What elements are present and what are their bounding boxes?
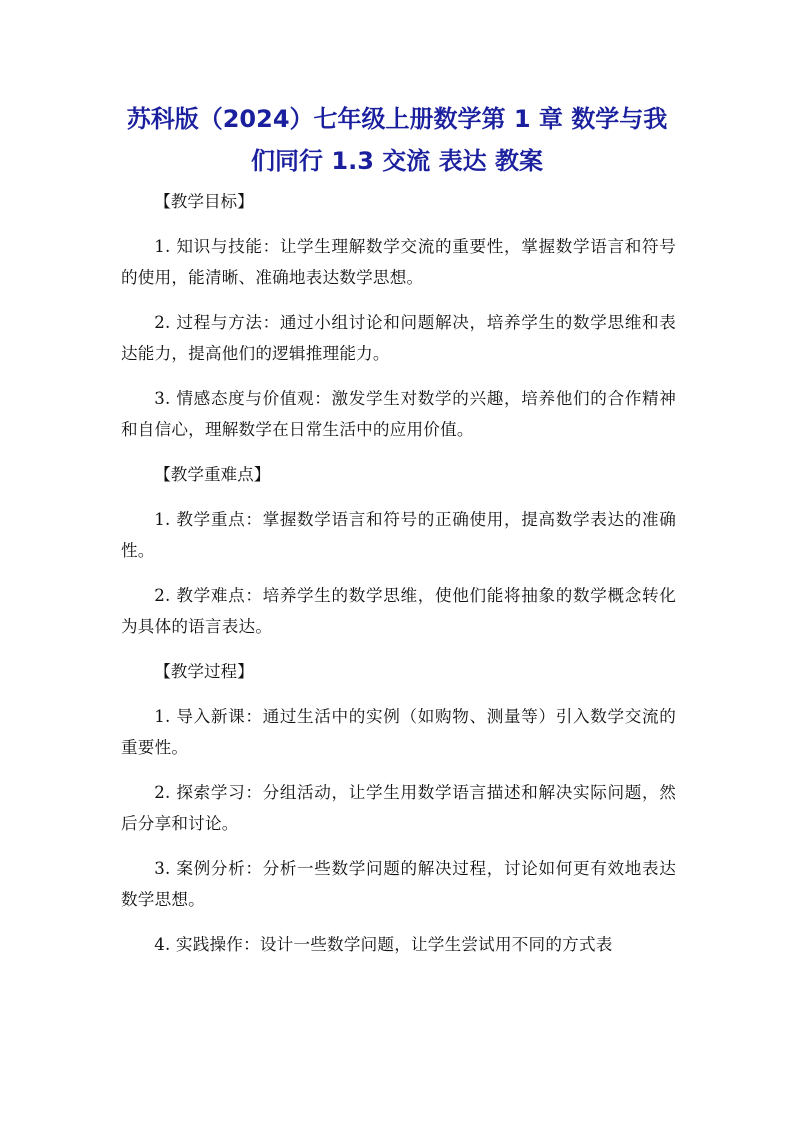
document-body xyxy=(121,186,676,974)
section-heading-key-points: 【教学重难点】 xyxy=(154,465,271,484)
objective-item: 2. 过程与方法：通过小组讨论和问题解决，培养学生的数学思维和表达能力，提高他们的逻辑推理能力。 xyxy=(121,313,676,363)
section-heading-objectives: 【教学目标】 xyxy=(154,192,254,211)
process-item: 3. 案例分析：分析一些数学问题的解决过程，讨论如何更有效地表达数学思想。 xyxy=(121,859,676,909)
title-line-2: 们同行 1.3 交流 表达 教案 xyxy=(251,147,543,175)
key-point-item: 2. 教学难点：培养学生的数学思维，使他们能将抽象的数学概念转化为具体的语言表达。 xyxy=(121,586,676,636)
objective-item: 3. 情感态度与价值观：激发学生对数学的兴趣，培养他们的合作精神和自信心，理解数学在日常生活中的应用价值。 xyxy=(121,389,676,439)
process-item: 2. 探索学习：分组活动，让学生用数学语言描述和解决实际问题，然后分享和讨论。 xyxy=(121,783,676,833)
title-line-1: 苏科版（2024）七年级上册数学第 1 章 数学与我 xyxy=(126,105,668,133)
section-heading-process: 【教学过程】 xyxy=(154,662,254,681)
key-point-item: 1. 教学重点：掌握数学语言和符号的正确使用，提高数学表达的准确性。 xyxy=(121,510,676,560)
document-title xyxy=(100,98,694,182)
process-item: 4. 实践操作：设计一些数学问题，让学生尝试用不同的方式表 xyxy=(154,935,613,954)
objective-item: 1. 知识与技能：让学生理解数学交流的重要性，掌握数学语言和符号的使用，能清晰、准确地表达数学思想。 xyxy=(121,237,676,287)
process-item: 1. 导入新课：通过生活中的实例（如购物、测量等）引入数学交流的重要性。 xyxy=(121,707,676,757)
